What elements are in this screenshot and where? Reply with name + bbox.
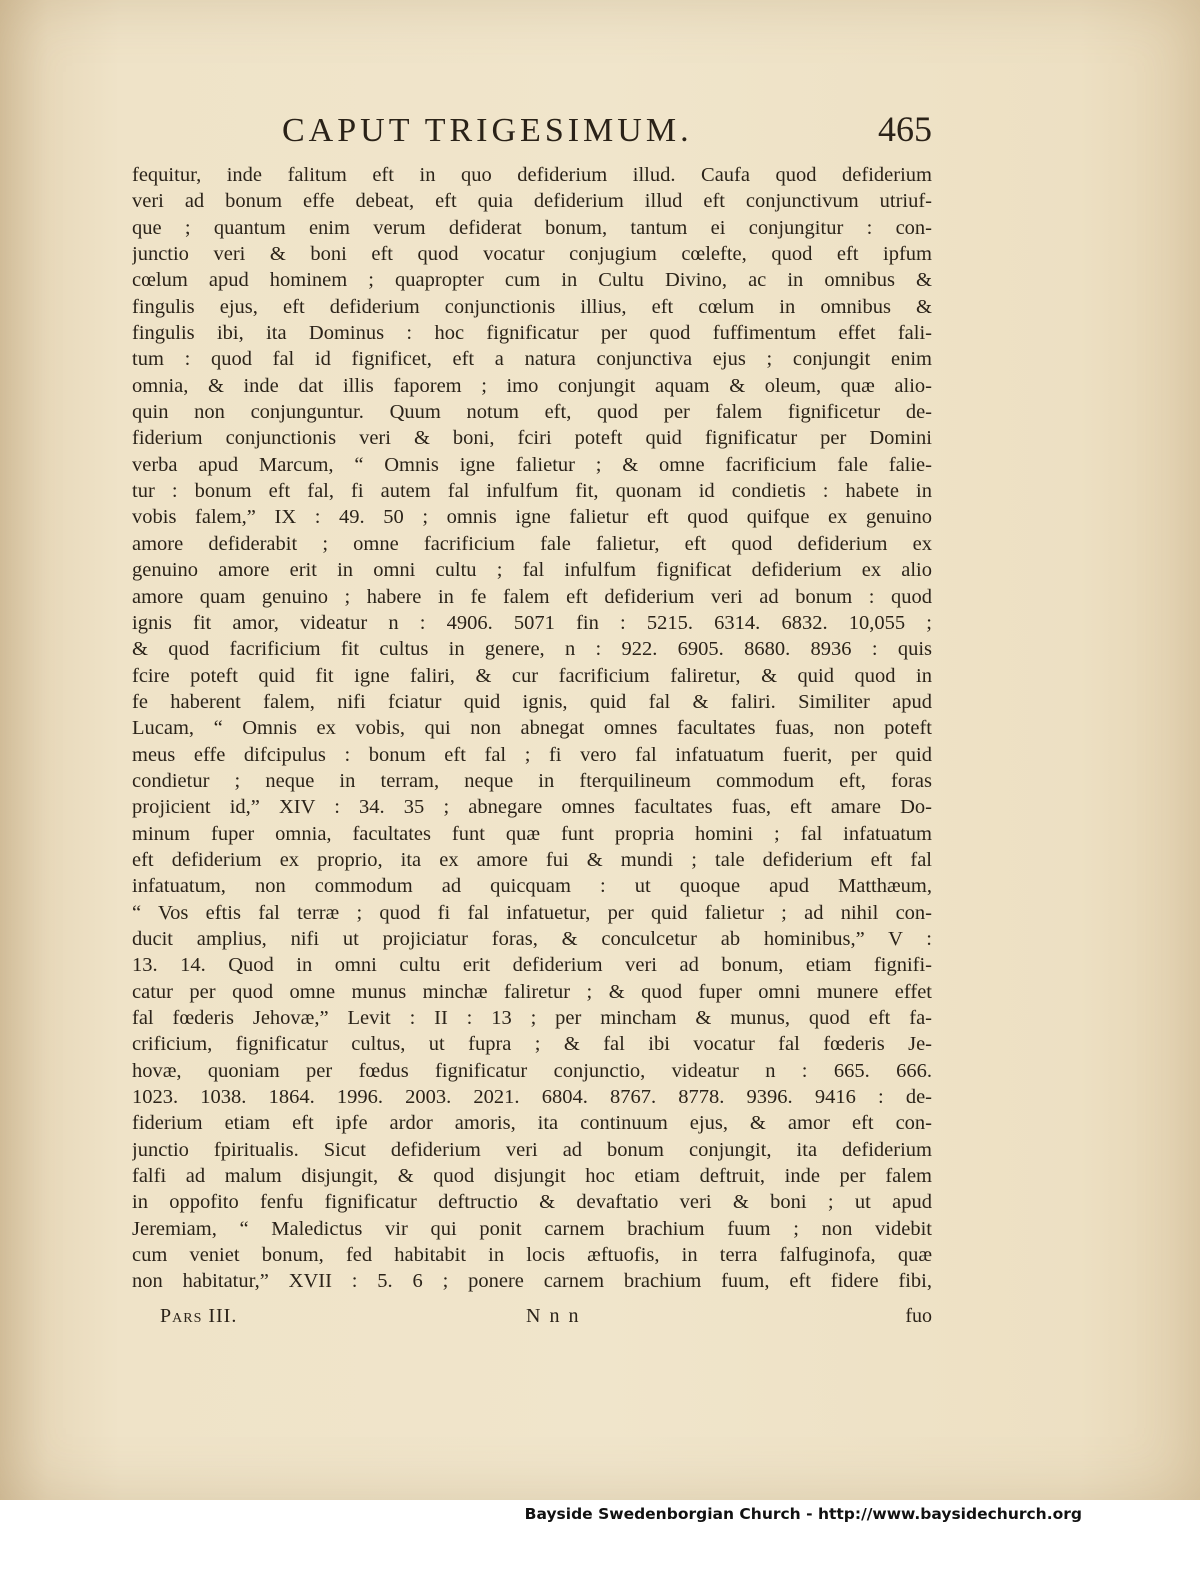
text-line: & quod facrificium fit cultus in genere, n : 922. 6905. 8680. 8936 : quis: [132, 638, 932, 661]
text-line: 1023. 1038. 1864. 1996. 2003. 2021. 6804. 8767. 8778. 9396. 9416 : de-: [132, 1086, 932, 1109]
text-line: genuino amore erit in omni cultu ; fal infulfum fignificat defiderium ex alio: [132, 559, 932, 582]
text-line: 13. 14. Quod in omni cultu erit defiderium veri ad bonum, etiam fignifi-: [132, 954, 932, 977]
text-line: infatuatum, non commodum ad quicquam : ut quoque apud Matthæum,: [132, 875, 932, 898]
body-text: [132, 162, 932, 1295]
text-line: verba apud Marcum, “ Omnis igne falietur ; & omne facrificium fale falie-: [132, 453, 932, 476]
text-line: projicient id,” XIV : 34. 35 ; abnegare omnes facultates fuas, eft amare Do-: [132, 796, 932, 819]
text-line: que ; quantum enim verum defiderat bonum, tantum ei conjungitur : con-: [132, 216, 932, 239]
page-footer: [132, 1305, 932, 1335]
text-line: vobis falem,” IX : 49. 50 ; omnis igne falietur eft quod quifque ex genuino: [132, 506, 932, 529]
catchword: fuo: [905, 1305, 932, 1327]
text-line: veri ad bonum effe debeat, eft quia defiderium illud eft conjunctivum utriuf-: [132, 190, 932, 213]
text-line: junctio veri & boni eft quod vocatur conjugium cœlefte, quod eft ipfum: [132, 243, 932, 266]
text-line: ignis fit amor, videatur n : 4906. 5071 fin : 5215. 6314. 6832. 10,055 ;: [132, 611, 932, 634]
running-title: CAPUT TRIGESIMUM.: [282, 112, 693, 149]
text-line: amore defiderabit ; omne facrificium fale falietur, eft quod defiderium ex: [132, 532, 932, 555]
text-line: fiderium etiam eft ipfe ardor amoris, ita continuum ejus, & amor eft con-: [132, 1112, 932, 1135]
text-line: hovæ, quoniam per fœdus fignificatur conjunctio, videatur n : 665. 666.: [132, 1059, 932, 1082]
text-line: cum veniet bonum, fed habitabit in locis æftuofis, in terra falfuginofa, quæ: [132, 1244, 932, 1267]
text-line: Jeremiam, “ Maledictus vir qui ponit carnem brachium fuum ; non videbit: [132, 1217, 932, 1240]
text-line: cœlum apud hominem ; quapropter cum in Cultu Divino, ac in omnibus &: [132, 269, 932, 292]
text-line: eft defiderium ex proprio, ita ex amore fui & mundi ; tale defiderium eft fal: [132, 848, 932, 871]
text-line: quin non conjunguntur. Quum notum eft, quod per falem fignificetur de-: [132, 401, 932, 424]
text-line: amore quam genuino ; habere in fe falem eft defiderium veri ad bonum : quod: [132, 585, 932, 608]
text-line: condietur ; neque in terram, neque in fterquilineum commodum eft, foras: [132, 769, 932, 792]
text-line: omnia, & inde dat illis faporem ; imo conjungit aquam & oleum, quæ alio-: [132, 374, 932, 397]
page-number: 465: [878, 109, 932, 149]
text-line: minum fuper omnia, facultates funt quæ funt propria homini ; fal infatuatum: [132, 822, 932, 845]
site-watermark: Bayside Swedenborgian Church - http://www.baysidechurch.org: [524, 1505, 1082, 1523]
gathering-mark: N n n: [526, 1305, 581, 1327]
text-line: tum : quod fal id fignificet, eft a natura conjunctiva ejus ; conjungit enim: [132, 348, 932, 371]
text-line: fequitur, inde falitum eft in quo defiderium illud. Caufa quod defiderium: [132, 164, 932, 186]
text-line: junctio fpiritualis. Sicut defiderium veri ad bonum conjungit, ita defiderium: [132, 1138, 932, 1161]
text-line: non habitatur,” XVII : 5. 6 ; ponere carnem brachium fuum, eft fidere fibi,: [132, 1270, 932, 1293]
text-line: ducit amplius, nifi ut projiciatur foras, & conculcetur ab hominibus,” V :: [132, 927, 932, 950]
text-line: crificium, fignificatur cultus, ut fupra ; & fal ibi vocatur fal fœderis Je-: [132, 1033, 932, 1056]
page-header: [282, 108, 932, 158]
text-line: in oppofito fenfu fignificatur deftructio & devaftatio veri & boni ; ut apud: [132, 1191, 932, 1214]
text-line: fingulis ibi, ita Dominus : hoc fignificatur per quod fuffimentum effet fali-: [132, 322, 932, 345]
text-line: fe haberent falem, nifi fciatur quid ignis, quid fal & faliri. Similiter apud: [132, 690, 932, 713]
text-line: fiderium conjunctionis veri & boni, fciri poteft quid fignificatur per Domini: [132, 427, 932, 450]
signature-mark: Pars III.: [160, 1305, 238, 1327]
text-line: fcire poteft quid fit igne faliri, & cur facrificium faliretur, & quid quod in: [132, 664, 932, 687]
text-line: “ Vos eftis fal terræ ; quod fi fal infatuetur, per quid falietur ; ad nihil con-: [132, 901, 932, 924]
text-line: Lucam, “ Omnis ex vobis, qui non abnegat omnes facultates fuas, non poteft: [132, 717, 932, 740]
text-line: falfi ad malum disjungit, & quod disjungit hoc etiam deftruit, inde per falem: [132, 1165, 932, 1188]
text-line: tur : bonum eft fal, fi autem fal infulfum fit, quonam id condietis : habete in: [132, 480, 932, 503]
text-line: catur per quod omne munus minchæ faliretur ; & quod fuper omni munere effet: [132, 980, 932, 1003]
text-line: fingulis ejus, eft defiderium conjunctionis illius, eft cœlum in omnibus &: [132, 295, 932, 318]
text-line: fal fœderis Jehovæ,” Levit : II : 13 ; per mincham & munus, quod eft fa-: [132, 1007, 932, 1029]
text-line: meus effe difcipulus : bonum eft fal ; fi vero fal infatuatum fuerit, per quid: [132, 743, 932, 766]
